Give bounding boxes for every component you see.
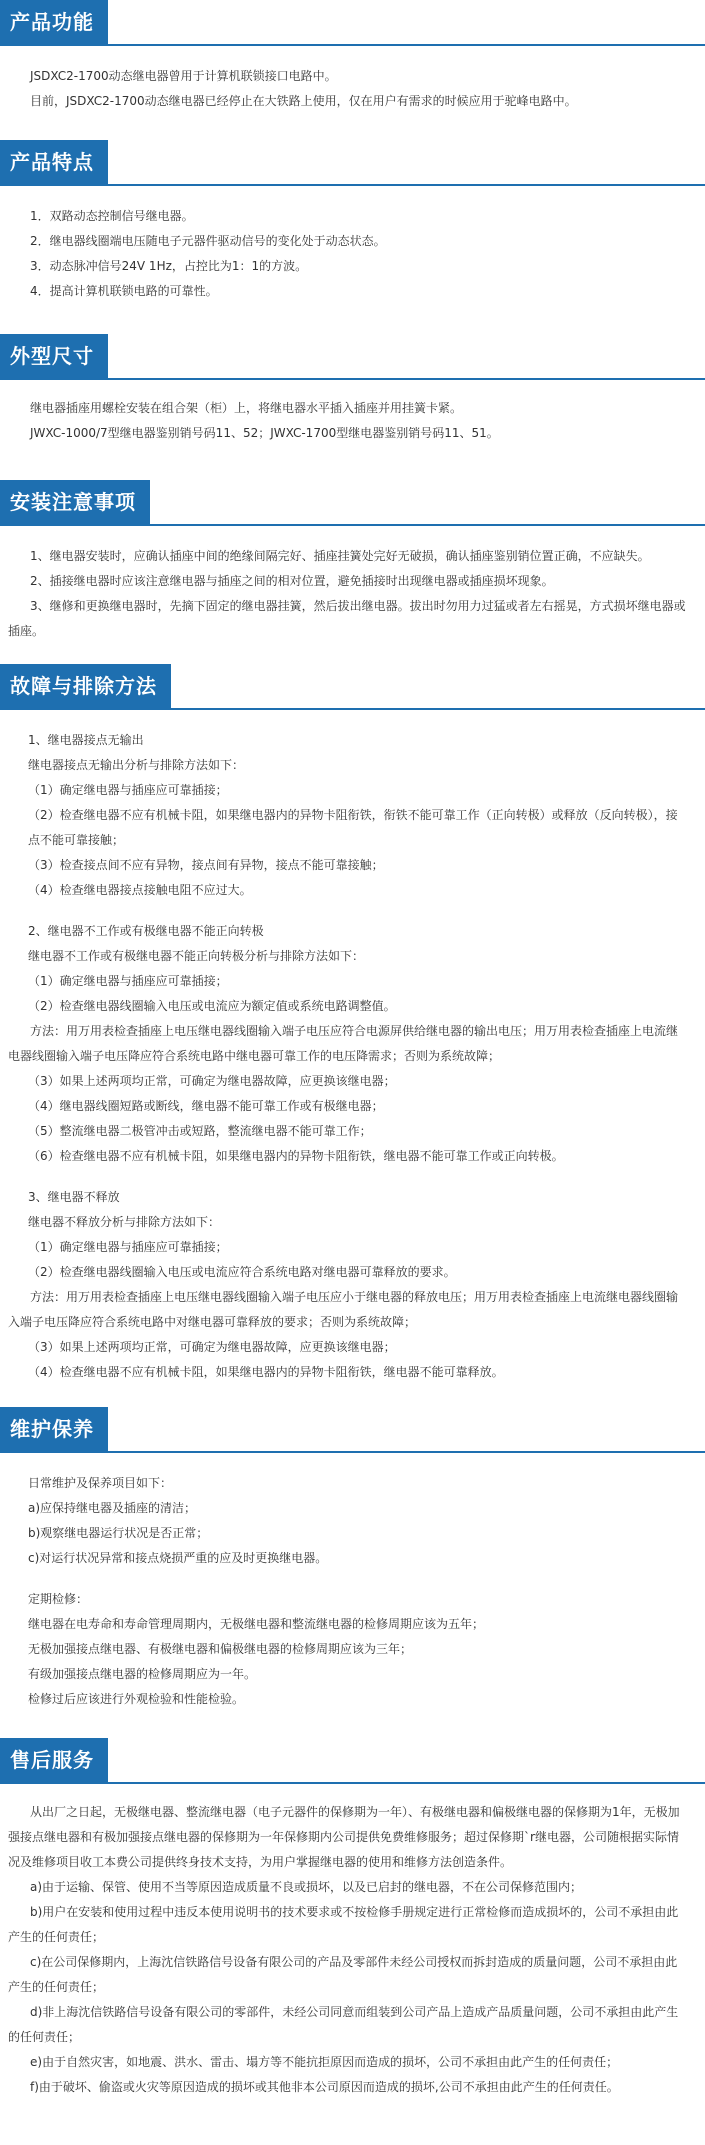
text-line: JWXC-1000/7型继电器鉴别销号码11、52；JWXC-1700型继电器鉴别销号码11、51。 [30,426,499,440]
section-title: 安装注意事项 [0,480,150,524]
service-item: e)由于自然灾害，如地震、洪水、雷击、塌方等不能抗拒原因而造成的损坏，公司不承担由此产生的任何责任； [30,2055,619,2069]
install-paragraph: 1、继电器安装时，应确认插座中间的绝缘间隔完好、插座挂簧处完好无破损，确认插座鉴别销位置正确，不应缺失。 [30,549,650,563]
install-paragraph: 3、继修和更换继电器时，先摘下固定的继电器挂簧，然后拔出继电器。拔出时勿用力过猛或者左右摇晃，方式损坏继电器或插座。 [8,599,686,638]
fault-line: （1）确定继电器与插座应可靠插接； [28,1240,228,1254]
fault-line: （4）继电器线圈短路或断线，继电器不能可靠工作或有极继电器； [28,1099,384,1113]
section-title: 产品特点 [0,140,108,184]
fault-line: 继电器不工作或有极继电器不能正向转极分析与排除方法如下： [28,949,365,963]
fault-method: 方法：用万用表检查插座上电压继电器线圈输入端子电压应小于继电器的释放电压；用万用表检查插座上电流继电器线圈输入端子电压降应符合系统电路中对继电器可靠释放的要求；否则为系统故障； [8,1290,679,1329]
fault-group [0,728,705,903]
fault-line: （3）如果上述两项均正常，可确定为继电器故障，应更换该继电器； [28,1340,396,1354]
service-item: a)由于运输、保管、使用不当等原因造成质量不良或损坏，以及已启封的继电器，不在公司保修范围内； [30,1880,583,1894]
service-item: c)在公司保修期内，上海沈信铁路信号设备有限公司的产品及零部件未经公司授权而拆封造成的质量问题，公司不承担由此产生的任何责任； [8,1955,678,1994]
fault-line: （1）确定继电器与插座应可靠插接； [28,974,228,988]
fault-method: 方法：用万用表检查插座上电压继电器线圈输入端子电压应符合电源屏供给继电器的输出电压；用万用表检查插座上电流继电器线圈输入端子电压降应符合系统电路中继电器可靠工作的电压降需求；否则为系统故障； [8,1024,679,1063]
fault-line: 继电器接点无输出分析与排除方法如下： [28,758,245,772]
maint-line: c)对运行状况异常和接点烧损严重的应及时更换继电器。 [28,1551,328,1565]
feature-item: 2．继电器线圈端电压随电子元器件驱动信号的变化处于动态状态。 [30,234,386,248]
service-item: b)用户在安装和使用过程中违反本使用说明书的技术要求或不按检修手册规定进行正常检修而造成损坏的，公司不承担由此产生的任何责任； [8,1905,679,1944]
section-body [0,186,705,334]
section-title: 产品功能 [0,0,108,44]
service-intro: 从出厂之日起，无极继电器、整流继电器（电子元器件的保修期为一年）、有极继电器和偏极继电器的保修期为1年，无极加强接点继电器和有极加强接点继电器的保修期为一年保修期内公司提供免费维修服务；超过保修期`r继电器，公司随根据实际情况及维修项目收工本费公司提供终身技术支持，为用户掌握继电器的使用和维修方法创造条件。 [8,1805,680,1869]
fault-line: 1、继电器接点无输出 [28,733,144,747]
section-troubleshooting [0,664,705,1407]
text-line: JSDXC2-1700动态继电器曾用于计算机联锁接口电路中。 [30,69,337,83]
spacer [0,1571,705,1587]
fault-line: 3、继电器不释放 [28,1190,120,1204]
text-line: 目前，JSDXC2-1700动态继电器已经停止在大铁路上使用，仅在用户有需求的时候应用于驼峰电路中。 [30,94,577,108]
maint-line: 定期检修： [28,1592,89,1606]
feature-item: 4．提高计算机联锁电路的可靠性。 [30,284,218,298]
section-dimensions [0,334,705,480]
fault-group [0,919,705,1169]
section-body [0,710,705,1407]
section-body [0,380,705,480]
spacer [0,903,705,919]
service-item: f)由于破坏、偷盗或火灾等原因造成的损坏或其他非本公司原因而造成的损坏,公司不承担由此产生的任何责任。 [30,2080,619,2094]
section-title: 维护保养 [0,1407,108,1451]
maint-line: b)观察继电器运行状况是否正常； [28,1526,209,1540]
fault-line: （4）检查继电器接点接触电阻不应过大。 [28,883,252,897]
section-title: 售后服务 [0,1738,108,1782]
maint-line: 有级加强接点继电器的检修周期应为一年。 [28,1667,257,1681]
section-product-features [0,140,705,334]
maint-line: 检修过后应该进行外观检验和性能检验。 [28,1692,245,1706]
fault-line: 继电器不释放分析与排除方法如下： [28,1215,221,1229]
feature-item: 3．动态脉冲信号24V 1Hz，占控比为1：1的方波。 [30,259,308,273]
section-maintenance [0,1407,705,1738]
section-body [0,526,705,664]
fault-line: （6）检查继电器不应有机械卡阻，如果继电器内的异物卡阻衔铁，继电器不能可靠工作或正向转极。 [28,1149,564,1163]
install-paragraph: 2、插接继电器时应该注意继电器与插座之间的相对位置，避免插接时出现继电器或插座损坏现象。 [30,574,554,588]
fault-line: （3）检查接点间不应有异物，接点间有异物，接点不能可靠接触； [28,858,384,872]
fault-line: （2）检查继电器不应有机械卡阻，如果继电器内的异物卡阻衔铁，衔铁不能可靠工作（正向转极）或释放（反向转极），接点不能可靠接触； [28,808,678,847]
section-body [0,46,705,140]
fault-line: （1）确定继电器与插座应可靠插接； [28,783,228,797]
section-installation-notes [0,480,705,664]
fault-line: （4）检查继电器不应有机械卡阻，如果继电器内的异物卡阻衔铁，继电器不能可靠释放。 [28,1365,504,1379]
fault-line: 2、继电器不工作或有极继电器不能正向转极 [28,924,264,938]
section-after-sales [0,1738,705,2100]
maint-line: 继电器在电寿命和寿命管理周期内，无极继电器和整流继电器的检修周期应该为五年； [28,1617,485,1631]
section-body [0,1784,705,2100]
maint-line: 无极加强接点继电器、有极继电器和偏极继电器的检修周期应该为三年； [28,1642,413,1656]
fault-line: （3）如果上述两项均正常，可确定为继电器故障，应更换该继电器； [28,1074,396,1088]
fault-group [0,1185,705,1385]
feature-item: 1．双路动态控制信号继电器。 [30,209,194,223]
maint-line: 日常维护及保养项目如下： [28,1476,173,1490]
spacer [0,1169,705,1185]
section-title: 故障与排除方法 [0,664,171,708]
fault-line: （5）整流继电器二极管冲击或短路，整流继电器不能可靠工作； [28,1124,372,1138]
maint-line: a)应保持继电器及插座的清洁； [28,1501,197,1515]
text-line: 继电器插座用螺栓安装在组合架（柜）上，将继电器水平插入插座并用挂簧卡紧。 [30,401,463,415]
section-body [0,1453,705,1738]
service-item: d)非上海沈信铁路信号设备有限公司的零部件，未经公司同意而组装到公司产品上造成产品质量问题，公司不承担由此产生的任何责任； [8,2005,679,2044]
section-title: 外型尺寸 [0,334,108,378]
section-product-function [0,0,705,140]
fault-line: （2）检查继电器线圈输入电压或电流应符合系统电路对继电器可靠释放的要求。 [28,1265,456,1279]
fault-line: （2）检查继电器线圈输入电压或电流应为额定值或系统电路调整值。 [28,999,396,1013]
